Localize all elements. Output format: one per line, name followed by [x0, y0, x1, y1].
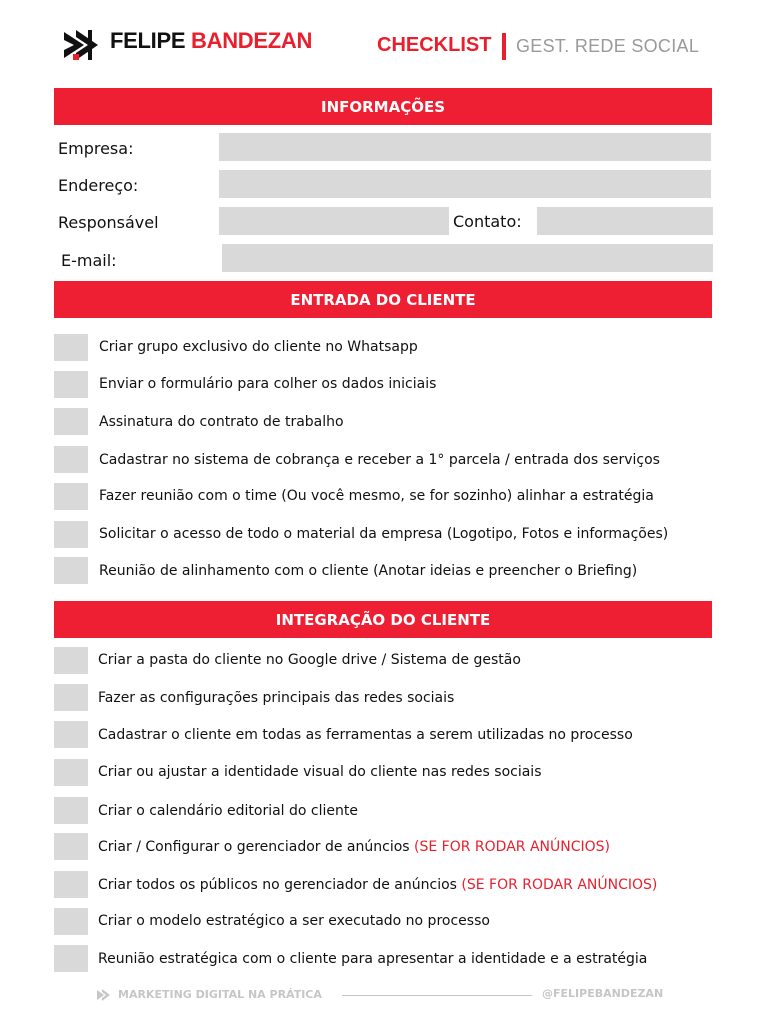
brand-name [110, 28, 312, 54]
section-banner-integracao: INTEGRAÇÃO DO CLIENTE [54, 601, 712, 638]
checkbox-entrada-2[interactable] [54, 371, 88, 398]
checkbox-integracao-7[interactable] [54, 871, 88, 898]
list-item: Criar grupo exclusivo do cliente no Whatsapp [99, 339, 418, 355]
section-banner-informacoes: INFORMAÇÕES [54, 88, 712, 125]
list-item: Criar ou ajustar a identidade visual do cliente nas redes sociais [98, 764, 542, 780]
checkbox-integracao-8[interactable] [54, 908, 88, 935]
responsavel-label: Responsável [58, 213, 159, 232]
list-item: Fazer as configurações principais das redes sociais [98, 690, 455, 706]
contato-label: Contato: [453, 212, 522, 231]
footer-tagline: MARKETING DIGITAL NA PRÁTICA [118, 988, 322, 1001]
endereco-field[interactable] [219, 170, 711, 198]
list-item: Cadastrar no sistema de cobrança e receber a 1° parcela / entrada dos serviços [99, 452, 660, 468]
checkbox-integracao-1[interactable] [54, 647, 88, 674]
empresa-label: Empresa: [58, 139, 134, 158]
list-item: Assinatura do contrato de trabalho [99, 414, 344, 430]
checkbox-entrada-5[interactable] [54, 483, 88, 510]
list-item: Criar todos os públicos no gerenciador de anúncios (SE FOR RODAR ANÚNCIOS) [98, 877, 658, 893]
checkbox-entrada-7[interactable] [54, 557, 88, 584]
list-item: Enviar o formulário para colher os dados iniciais [99, 376, 437, 392]
checkbox-integracao-3[interactable] [54, 721, 88, 748]
list-item: Fazer reunião com o time (Ou você mesmo, se for sozinho) alinhar a estratégia [99, 488, 654, 504]
page-subtitle: GEST. REDE SOCIAL [516, 36, 700, 56]
checkbox-entrada-3[interactable] [54, 408, 88, 435]
empresa-field[interactable] [219, 133, 711, 161]
checkbox-integracao-4[interactable] [54, 759, 88, 786]
email-field[interactable] [222, 244, 713, 272]
list-item: Criar / Configurar o gerenciador de anúncios (SE FOR RODAR ANÚNCIOS) [98, 839, 611, 855]
title-divider [502, 33, 506, 60]
responsavel-field[interactable] [219, 207, 449, 235]
footer-logo-icon [96, 988, 112, 1002]
contato-field[interactable] [537, 207, 713, 235]
list-item: Criar o calendário editorial do cliente [98, 803, 358, 819]
fb-arrow-logo-icon [62, 26, 104, 64]
list-item: Criar a pasta do cliente no Google drive / Sistema de gestão [98, 652, 521, 668]
checkbox-entrada-6[interactable] [54, 521, 88, 548]
list-item: Criar o modelo estratégico a ser executado no processo [98, 913, 490, 929]
list-item: Cadastrar o cliente em todas as ferramentas a serem utilizadas no processo [98, 727, 633, 743]
section-banner-entrada: ENTRADA DO CLIENTE [54, 281, 712, 318]
footer-handle: @FELIPEBANDEZAN [542, 987, 664, 1000]
checkbox-entrada-1[interactable] [54, 334, 88, 361]
list-item: Reunião de alinhamento com o cliente (Anotar ideias e preencher o Briefing) [99, 563, 638, 579]
checkbox-integracao-9[interactable] [54, 945, 88, 972]
checkbox-integracao-6[interactable] [54, 833, 88, 860]
page-title: CHECKLIST [377, 34, 492, 56]
footer-divider [342, 995, 532, 996]
brand-first: FELIPE [110, 28, 186, 53]
list-item: Solicitar o acesso de todo o material da empresa (Logotipo, Fotos e informações) [99, 526, 669, 542]
checkbox-integracao-2[interactable] [54, 684, 88, 711]
checkbox-integracao-5[interactable] [54, 797, 88, 824]
conditional-note: (SE FOR RODAR ANÚNCIOS) [414, 839, 611, 855]
brand-last: BANDEZAN [191, 28, 313, 53]
conditional-note: (SE FOR RODAR ANÚNCIOS) [461, 877, 658, 893]
list-item: Reunião estratégica com o cliente para apresentar a identidade e a estratégia [98, 951, 648, 967]
checkbox-entrada-4[interactable] [54, 446, 88, 473]
email-label: E-mail: [61, 251, 117, 270]
endereco-label: Endereço: [58, 176, 139, 195]
